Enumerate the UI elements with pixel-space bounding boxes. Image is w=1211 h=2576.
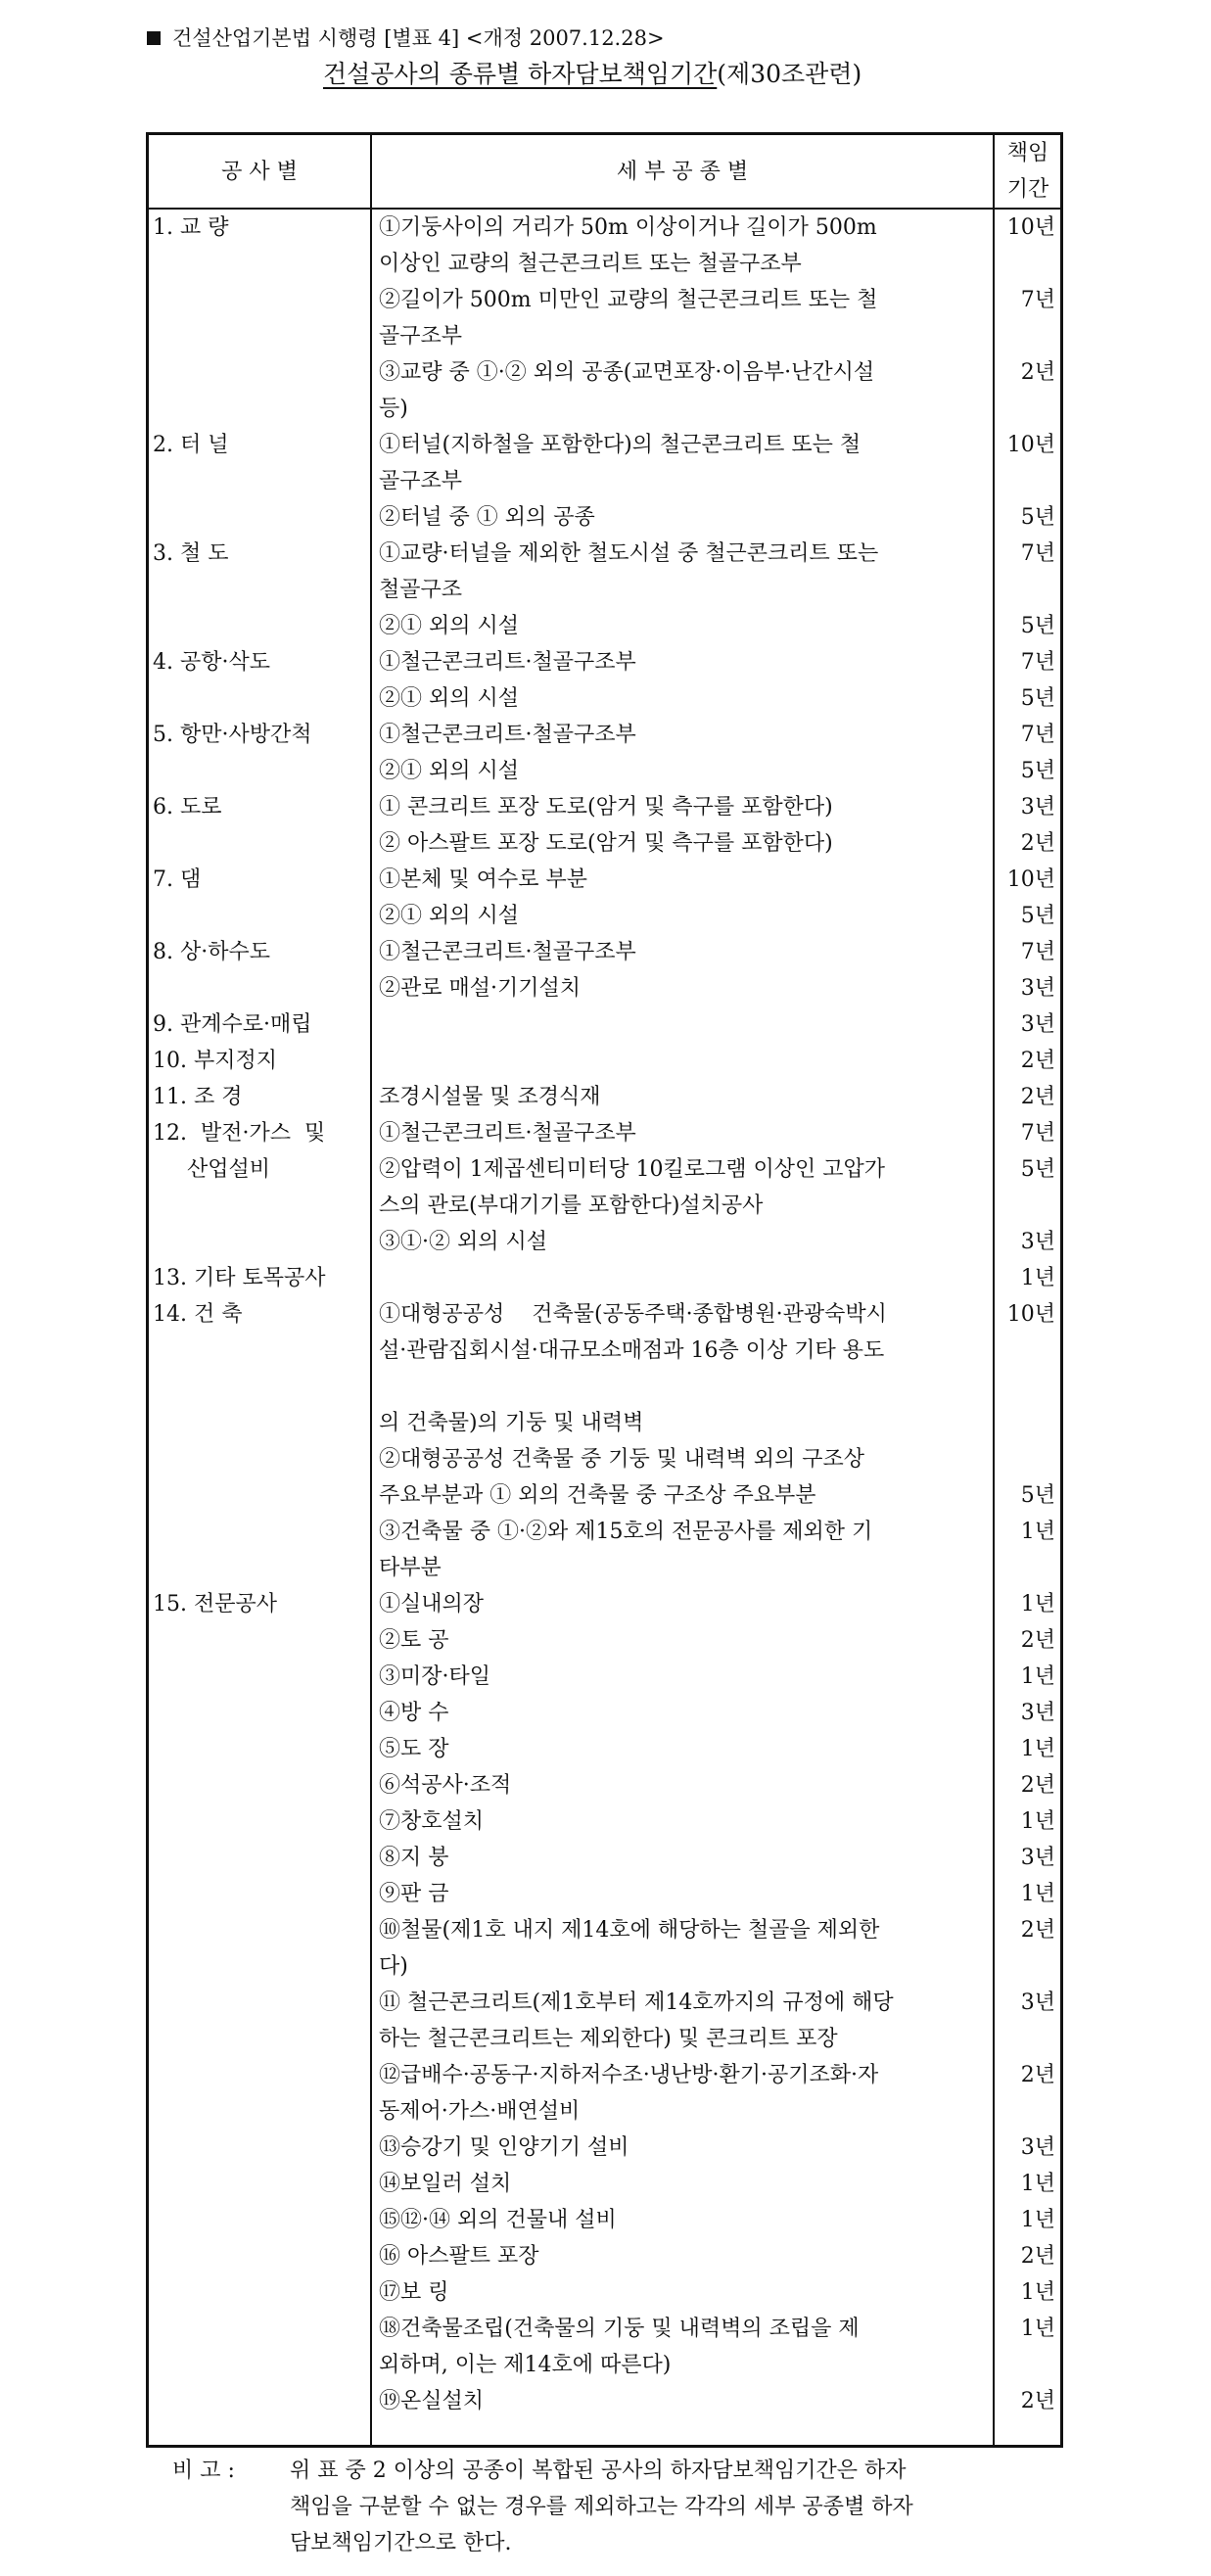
table-row — [149, 934, 1060, 970]
square-bullet-icon — [147, 31, 161, 45]
table-row — [149, 391, 1060, 427]
detail-type-cell: 설·관람집회시설·대규모소매점과 16층 이상 기타 용도 — [379, 1338, 885, 1363]
work-type-cell: 2. 터 널 — [153, 433, 229, 457]
title-main: 건설공사의 종류별 하자담보책임기간 — [323, 60, 718, 88]
table-row — [149, 1115, 1060, 1151]
period-cell: 7년 — [1020, 723, 1055, 747]
table-row — [149, 427, 1060, 463]
table-row — [149, 1151, 1060, 1188]
detail-type-cell: 외하며, 이는 제14호에 따른다) — [379, 2353, 672, 2377]
table-row — [149, 2238, 1060, 2274]
period-cell: 1년 — [1020, 1520, 1055, 1544]
work-type-cell: 13. 기타 토목공사 — [153, 1266, 326, 1290]
period-cell: 10년 — [1006, 1302, 1055, 1327]
work-type-cell: 11. 조 경 — [153, 1085, 243, 1109]
period-cell: 1년 — [1020, 1737, 1055, 1761]
table-row — [149, 1333, 1060, 1369]
detail-type-cell: ② 아스팔트 포장 도로(암거 및 측구를 포함한다) — [379, 831, 833, 856]
table-row — [149, 2093, 1060, 2130]
period-cell: 1년 — [1020, 2208, 1055, 2232]
table-row — [149, 1296, 1060, 1333]
work-type-cell: 9. 관계수로·매립 — [153, 1012, 312, 1037]
header-detail-type: 세 부 공 종 별 — [616, 159, 749, 184]
period-cell: 3년 — [1020, 1701, 1055, 1725]
period-cell: 2년 — [1020, 1918, 1055, 1943]
work-type-cell: 5. 항만·사방간척 — [153, 723, 312, 747]
table-row — [149, 1079, 1060, 1115]
work-type-cell: 15. 전문공사 — [153, 1592, 277, 1616]
detail-type-cell: ⑧지 붕 — [379, 1846, 449, 1870]
detail-type-cell: 다) — [379, 1954, 408, 1979]
detail-type-cell: ①철근콘크리트·철골구조부 — [379, 1121, 636, 1146]
detail-type-cell: 이상인 교량의 철근콘크리트 또는 철골구조부 — [379, 252, 802, 276]
work-type-cell: 14. 건 축 — [153, 1302, 243, 1327]
table-row — [149, 1767, 1060, 1803]
detail-type-cell: ④방 수 — [379, 1701, 449, 1725]
period-cell: 10년 — [1006, 215, 1055, 240]
detail-type-cell: ⑪ 철근콘크리트(제1호부터 제14호까지의 규정에 해당 — [379, 1991, 894, 2015]
page-title — [323, 57, 862, 92]
period-cell: 5년 — [1020, 904, 1055, 928]
work-type-cell: 1. 교 량 — [153, 215, 229, 240]
period-cell: 3년 — [1020, 2135, 1055, 2160]
detail-type-cell: ③건축물 중 ①·②와 제15호의 전문공사를 제외한 기 — [379, 1520, 873, 1544]
table-row — [149, 210, 1060, 246]
detail-type-cell: ②터널 중 ① 외의 공종 — [379, 505, 595, 530]
detail-type-cell: ②토 공 — [379, 1628, 449, 1653]
detail-type-cell: ① 콘크리트 포장 도로(암거 및 측구를 포함한다) — [379, 795, 833, 820]
table-row — [149, 644, 1060, 680]
detail-type-cell: ⑮⑫·⑭ 외의 건물내 설비 — [379, 2208, 617, 2232]
table-row — [149, 1803, 1060, 1840]
work-type-cell: 10. 부지정지 — [153, 1049, 277, 1073]
detail-type-cell: ①기둥사이의 거리가 50m 이상이거나 길이가 500m — [379, 215, 877, 240]
detail-type-cell: ①본체 및 여수로 부분 — [379, 867, 587, 892]
detail-type-cell: ⑲온실설치 — [379, 2389, 485, 2413]
table-row — [149, 717, 1060, 753]
table-row — [149, 572, 1060, 608]
period-cell: 2년 — [1020, 360, 1055, 385]
table-row — [149, 1948, 1060, 1985]
detail-type-cell: 등) — [379, 397, 408, 421]
work-type-cell: 3. 철 도 — [153, 541, 229, 566]
detail-type-cell: ⑱건축물조립(건축물의 기둥 및 내력벽의 조립을 제 — [379, 2317, 860, 2341]
period-cell: 2년 — [1020, 1628, 1055, 1653]
table-row — [149, 2021, 1060, 2057]
period-cell: 5년 — [1020, 614, 1055, 638]
remark-line: 책임을 구분할 수 없는 경우를 제외하고는 각각의 세부 공종별 하자 — [290, 2495, 913, 2519]
period-cell: 7년 — [1020, 940, 1055, 964]
detail-type-cell: ⑥석공사·조적 — [379, 1773, 512, 1798]
detail-type-cell: ⑰보 링 — [379, 2280, 449, 2305]
table-row — [149, 2130, 1060, 2166]
table-row — [149, 1477, 1060, 1514]
detail-type-cell: ⑭보일러 설치 — [379, 2172, 512, 2196]
table-row — [149, 2166, 1060, 2202]
header-work-type: 공 사 별 — [221, 159, 298, 184]
table-row — [149, 2311, 1060, 2347]
detail-type-cell: 철골구조 — [379, 578, 463, 602]
table-row — [149, 1405, 1060, 1441]
work-type-cell: 7. 댐 — [153, 867, 202, 892]
law-reference — [147, 23, 665, 53]
detail-type-cell: ②대형공공성 건축물 중 기둥 및 내력벽 외의 구조상 — [379, 1447, 864, 1472]
detail-type-cell: ③①·② 외의 시설 — [379, 1230, 547, 1254]
table-row — [149, 354, 1060, 391]
period-cell: 2년 — [1020, 1085, 1055, 1109]
header-period-line1: 책임 — [1006, 141, 1049, 165]
remark-label: 비 고 : — [172, 2459, 235, 2483]
table-row — [149, 2347, 1060, 2383]
table-row — [149, 1514, 1060, 1550]
table-row — [149, 1622, 1060, 1659]
detail-type-cell: 골구조부 — [379, 469, 463, 493]
period-cell: 1년 — [1020, 2280, 1055, 2305]
table-row — [149, 1912, 1060, 1948]
detail-type-cell: ②① 외의 시설 — [379, 686, 519, 711]
detail-type-cell: ⑯ 아스팔트 포장 — [379, 2244, 539, 2269]
period-cell: 3년 — [1020, 795, 1055, 820]
table-row — [149, 1731, 1060, 1767]
table-row — [149, 1043, 1060, 1079]
period-cell: 5년 — [1020, 1157, 1055, 1182]
table-row — [149, 282, 1060, 318]
detail-type-cell: ②① 외의 시설 — [379, 759, 519, 783]
table-row — [149, 1985, 1060, 2021]
period-cell: 3년 — [1020, 1846, 1055, 1870]
detail-type-cell: ⑬승강기 및 인양기기 설비 — [379, 2135, 629, 2160]
period-cell: 3년 — [1020, 1991, 1055, 2015]
detail-type-cell: ②길이가 500m 미만인 교량의 철근콘크리트 또는 철 — [379, 288, 878, 312]
period-cell: 1년 — [1020, 1809, 1055, 1834]
table-row — [149, 789, 1060, 825]
detail-type-cell: 골구조부 — [379, 324, 463, 349]
table-row — [149, 1007, 1060, 1043]
detail-type-cell: ②압력이 1제곱센티미터당 10킬로그램 이상인 고압가 — [379, 1157, 886, 1182]
detail-type-cell: ①실내의장 — [379, 1592, 485, 1616]
detail-type-cell: ②① 외의 시설 — [379, 614, 519, 638]
table-row — [149, 2202, 1060, 2238]
table-row — [149, 862, 1060, 898]
detail-type-cell: 동제어·가스·배연설비 — [379, 2099, 581, 2124]
table-row — [149, 1550, 1060, 1586]
period-cell: 2년 — [1020, 831, 1055, 856]
period-cell: 3년 — [1020, 1230, 1055, 1254]
table-row — [149, 499, 1060, 536]
detail-type-cell: 주요부분과 ① 외의 건축물 중 구조상 주요부분 — [379, 1483, 816, 1508]
detail-type-cell: ⑤도 장 — [379, 1737, 449, 1761]
detail-type-cell: 타부분 — [379, 1556, 442, 1580]
period-cell: 5년 — [1020, 1483, 1055, 1508]
table-row — [149, 680, 1060, 717]
work-type-cell: 6. 도로 — [153, 795, 222, 820]
table-row — [149, 1695, 1060, 1731]
table-row — [149, 536, 1060, 572]
detail-type-cell: ⑩철물(제1호 내지 제14호에 해당하는 철골을 제외한 — [379, 1918, 880, 1943]
table-row — [149, 1876, 1060, 1912]
table-row — [149, 608, 1060, 644]
period-cell: 1년 — [1020, 2172, 1055, 2196]
period-cell: 2년 — [1020, 2244, 1055, 2269]
remark-text — [290, 2453, 913, 2561]
period-cell: 7년 — [1020, 1121, 1055, 1146]
period-cell: 7년 — [1020, 541, 1055, 566]
detail-type-cell: 하는 철근콘크리트는 제외한다) 및 콘크리트 포장 — [379, 2027, 838, 2051]
warranty-period-table — [146, 132, 1063, 2448]
table-row — [149, 825, 1060, 862]
period-cell: 2년 — [1020, 2389, 1055, 2413]
detail-type-cell: ①철근콘크리트·철골구조부 — [379, 940, 636, 964]
period-cell: 10년 — [1006, 867, 1055, 892]
detail-type-cell: ①대형공공성 건축물(공동주택·종합병원·관광숙박시 — [379, 1302, 887, 1327]
table-row — [149, 898, 1060, 934]
remark-line: 담보책임기간으로 한다. — [290, 2531, 512, 2555]
period-cell: 2년 — [1020, 2063, 1055, 2087]
table-row — [149, 2383, 1060, 2419]
law-reference-text: 건설산업기본법 시행령 [별표 4] <개정 2007.12.28> — [172, 26, 665, 50]
period-cell: 1년 — [1020, 1882, 1055, 1906]
period-cell: 2년 — [1020, 1773, 1055, 1798]
table-row — [149, 2274, 1060, 2311]
detail-type-cell: ①교량·터널을 제외한 철도시설 중 철근콘크리트 또는 — [379, 541, 879, 566]
period-cell: 5년 — [1020, 759, 1055, 783]
period-cell: 1년 — [1020, 1664, 1055, 1689]
detail-type-cell: ①철근콘크리트·철골구조부 — [379, 650, 636, 675]
detail-type-cell: ②관로 매설·기기설치 — [379, 976, 582, 1001]
period-cell: 7년 — [1020, 650, 1055, 675]
table-row — [149, 318, 1060, 354]
period-cell: 1년 — [1020, 1592, 1055, 1616]
table-row — [149, 753, 1060, 789]
table-row — [149, 246, 1060, 282]
detail-type-cell: 의 건축물)의 기둥 및 내력벽 — [379, 1411, 644, 1435]
period-cell: 1년 — [1020, 1266, 1055, 1290]
detail-type-cell: ①터널(지하철을 포함한다)의 철근콘크리트 또는 철 — [379, 433, 862, 457]
work-type-cell: 12. 발전·가스 및 — [153, 1121, 326, 1146]
period-cell: 1년 — [1020, 2317, 1055, 2341]
detail-type-cell: 조경시설물 및 조경식재 — [379, 1085, 601, 1109]
table-row — [149, 1224, 1060, 1260]
period-cell: 5년 — [1020, 686, 1055, 711]
period-cell: 2년 — [1020, 1049, 1055, 1073]
period-cell: 3년 — [1020, 1012, 1055, 1037]
detail-type-cell: ⑫급배수·공동구·지하저수조·냉난방·환기·공기조화·자 — [379, 2063, 879, 2087]
table-row — [149, 970, 1060, 1007]
detail-type-cell: ③미장·타일 — [379, 1664, 491, 1689]
work-type-cell: 8. 상·하수도 — [153, 940, 270, 964]
period-cell: 3년 — [1020, 976, 1055, 1001]
table-row — [149, 1586, 1060, 1622]
header-period-line2: 기간 — [1006, 177, 1049, 202]
title-suffix: (제30조관련) — [717, 60, 862, 88]
work-type-cell: 산업설비 — [153, 1157, 270, 1182]
detail-type-cell: ②① 외의 시설 — [379, 904, 519, 928]
period-cell: 5년 — [1020, 505, 1055, 530]
header-period — [995, 135, 1061, 208]
table-row — [149, 463, 1060, 499]
detail-type-cell: 스의 관로(부대기기를 포함한다)설치공사 — [379, 1194, 764, 1218]
table-row — [149, 1260, 1060, 1296]
detail-type-cell: ⑨판 금 — [379, 1882, 449, 1906]
table-row — [149, 1659, 1060, 1695]
table-row — [149, 1188, 1060, 1224]
detail-type-cell: ③교량 중 ①·② 외의 공종(교면포장·이음부·난간시설 — [379, 360, 875, 385]
table-row — [149, 1369, 1060, 1405]
period-cell: 10년 — [1006, 433, 1055, 457]
detail-type-cell: ⑦창호설치 — [379, 1809, 485, 1834]
work-type-cell: 4. 공항·삭도 — [153, 650, 270, 675]
period-cell: 7년 — [1020, 288, 1055, 312]
detail-type-cell: ①철근콘크리트·철골구조부 — [379, 723, 636, 747]
table-row — [149, 1840, 1060, 1876]
table-row — [149, 2057, 1060, 2093]
table-row — [149, 1441, 1060, 1477]
remark-line: 위 표 중 2 이상의 공종이 복합된 공사의 하자담보책임기간은 하자 — [290, 2459, 907, 2483]
